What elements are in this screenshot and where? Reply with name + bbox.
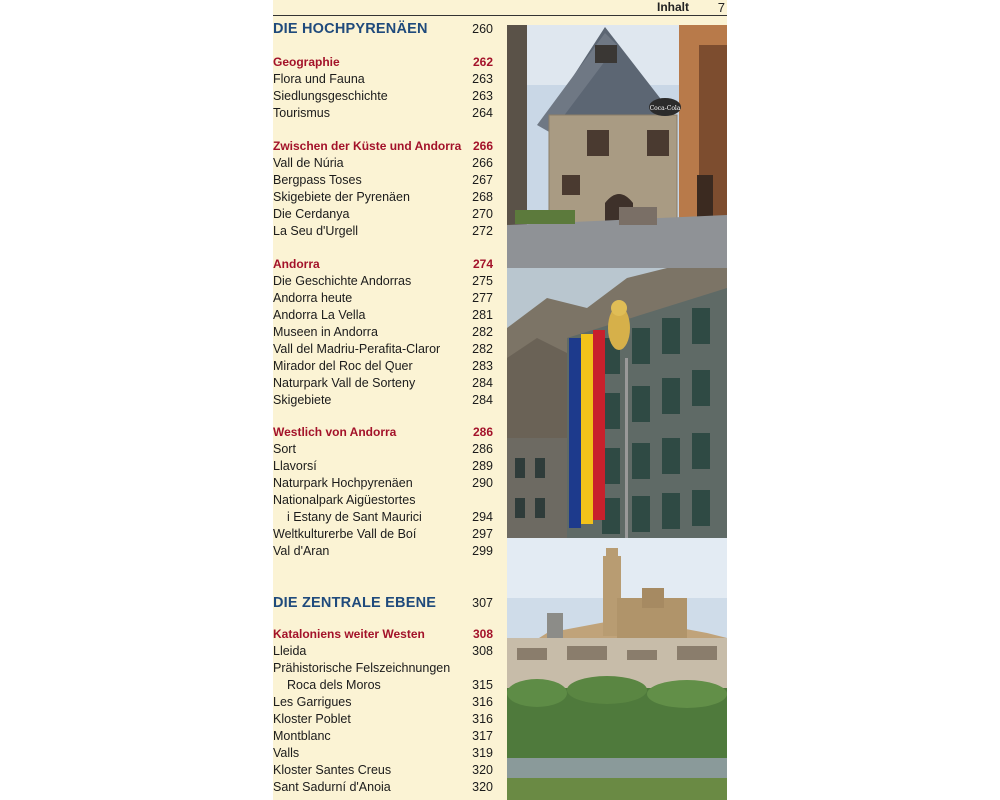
toc-title: Kloster Poblet <box>273 712 351 726</box>
toc-entry <box>273 358 495 375</box>
toc-page-number: 262 <box>472 55 493 69</box>
coca-cola-sign: Coca-Cola <box>649 105 681 112</box>
toc-entry <box>273 172 495 189</box>
toc-chapter <box>273 592 495 614</box>
toc-title: Nationalpark Aigüestortes <box>273 493 416 507</box>
toc-entry <box>273 745 495 762</box>
toc-title: Andorra <box>273 257 320 271</box>
toc-entry <box>273 711 495 728</box>
toc-title: Mirador del Roc del Quer <box>273 359 413 373</box>
toc-entry <box>273 206 495 223</box>
toc-page-number: 307 <box>472 596 493 610</box>
toc-title: Vall del Madriu-Perafita-Claror <box>273 342 441 356</box>
toc-entry <box>273 492 495 509</box>
toc-title: Die Cerdanya <box>273 207 350 221</box>
toc-entry <box>273 375 495 392</box>
toc-page-number: 275 <box>472 274 493 288</box>
toc-title: Montblanc <box>273 729 331 743</box>
toc-title: Die Geschichte Andorras <box>273 274 412 288</box>
toc-entry <box>273 694 495 711</box>
toc-title: Flora und Fauna <box>273 72 365 86</box>
toc-page-number: 320 <box>472 763 493 777</box>
toc-title: Sort <box>273 442 296 456</box>
toc-title: Sant Sadurní d'Anoia <box>273 780 391 794</box>
toc-entry <box>273 105 495 122</box>
toc-page-number: 263 <box>472 72 493 86</box>
header-page-number: 7 <box>717 0 725 15</box>
toc-title: Naturpark Vall de Sorteny <box>273 376 416 390</box>
toc-title: Tourismus <box>273 106 330 120</box>
toc-entry <box>273 71 495 88</box>
toc-title: Kataloniens weiter Westen <box>273 627 425 641</box>
toc-page-number: 299 <box>472 544 493 558</box>
toc-entry <box>273 441 495 458</box>
toc-section <box>273 256 495 273</box>
toc-entry <box>273 273 495 290</box>
toc-page-number: 284 <box>472 393 493 407</box>
toc-entry <box>273 677 495 694</box>
toc-page-number: 283 <box>472 359 493 373</box>
toc-title: Siedlungsgeschichte <box>273 89 388 103</box>
toc-page-number: 268 <box>472 190 493 204</box>
toc-entry <box>273 526 495 543</box>
toc-title: Roca dels Moros <box>287 678 381 692</box>
toc-page-number: 317 <box>472 729 493 743</box>
toc-section <box>273 424 495 441</box>
toc-page-number: 284 <box>472 376 493 390</box>
toc-entry <box>273 307 495 324</box>
toc-page-number: 308 <box>472 627 493 641</box>
toc-entry <box>273 155 495 172</box>
toc-entry <box>273 88 495 105</box>
toc-page-number: 320 <box>472 780 493 794</box>
toc-page-number: 316 <box>472 712 493 726</box>
toc-page-number: 267 <box>472 173 493 187</box>
toc-page-number: 260 <box>472 22 493 36</box>
toc-title: i Estany de Sant Maurici <box>287 510 422 524</box>
toc-entry <box>273 762 495 779</box>
toc-title: Skigebiete <box>273 393 332 407</box>
toc-page-number: 282 <box>472 342 493 356</box>
toc-page-number: 308 <box>472 644 493 658</box>
toc-section <box>273 138 495 155</box>
toc-page-number: 282 <box>472 325 493 339</box>
toc-title: DIE HOCHPYRENÄEN <box>273 21 428 37</box>
running-header <box>273 0 727 16</box>
toc-entry <box>273 779 495 796</box>
toc-title: Naturpark Hochpyrenäen <box>273 476 413 490</box>
toc-section <box>273 626 495 643</box>
toc-title: Bergpass Toses <box>273 173 362 187</box>
toc-title: DIE ZENTRALE EBENE <box>273 595 437 611</box>
toc-entry <box>273 475 495 492</box>
toc-title: Andorra heute <box>273 291 353 305</box>
toc-page-number: 274 <box>472 257 493 271</box>
toc-entry <box>273 392 495 409</box>
toc-page-number: 294 <box>472 510 493 524</box>
toc-page-number: 264 <box>472 106 493 120</box>
toc-entry <box>273 223 495 240</box>
toc-section <box>273 54 495 71</box>
toc-title: Lleida <box>273 644 307 658</box>
toc-entry <box>273 543 495 560</box>
toc-title: Skigebiete der Pyrenäen <box>273 190 410 204</box>
toc-title: Weltkulturerbe Vall de Boí <box>273 527 417 541</box>
toc-title: Westlich von Andorra <box>273 425 397 439</box>
toc-entry <box>273 643 495 660</box>
photo-stone-house <box>507 25 727 268</box>
toc-entry <box>273 189 495 206</box>
toc-page-number: 266 <box>472 156 493 170</box>
toc-page-number: 319 <box>472 746 493 760</box>
toc-title: Val d'Aran <box>273 544 330 558</box>
toc-page-number: 315 <box>472 678 493 692</box>
toc-page-number: 286 <box>472 425 493 439</box>
toc-title: La Seu d'Urgell <box>273 224 359 238</box>
toc-entry <box>273 728 495 745</box>
header-label: Inhalt <box>657 0 689 14</box>
toc-entry <box>273 324 495 341</box>
toc-title: Prähistorische Felszeichnungen <box>273 661 451 675</box>
toc-entry <box>273 290 495 307</box>
toc-title: Geographie <box>273 55 340 69</box>
toc-page-number: 289 <box>472 459 493 473</box>
toc-page-number: 272 <box>472 224 493 238</box>
toc-page-number: 277 <box>472 291 493 305</box>
toc-title: Vall de Núria <box>273 156 344 170</box>
toc-page-number: 263 <box>472 89 493 103</box>
photo-lleida-cathedral <box>507 538 727 800</box>
photo-andorra-building <box>507 268 727 538</box>
toc-page-number: 270 <box>472 207 493 221</box>
toc-entry <box>273 660 495 677</box>
toc-chapter <box>273 18 495 40</box>
toc-title: Andorra La Vella <box>273 308 366 322</box>
toc-entry <box>273 341 495 358</box>
toc-entry <box>273 458 495 475</box>
toc-page-number: 266 <box>472 139 493 153</box>
toc-title: Zwischen der Küste und Andorra <box>273 139 462 153</box>
toc-title: Kloster Santes Creus <box>273 763 392 777</box>
toc-page-number: 297 <box>472 527 493 541</box>
toc-page-number: 281 <box>472 308 493 322</box>
toc-title: Valls <box>273 746 300 760</box>
toc-title: Les Garrigues <box>273 695 352 709</box>
toc-title: Museen in Andorra <box>273 325 378 339</box>
toc-page-number: 286 <box>472 442 493 456</box>
toc-title: Llavorsí <box>273 459 317 473</box>
toc-entry <box>273 509 495 526</box>
toc-page-number: 316 <box>472 695 493 709</box>
toc-page-number: 290 <box>472 476 493 490</box>
